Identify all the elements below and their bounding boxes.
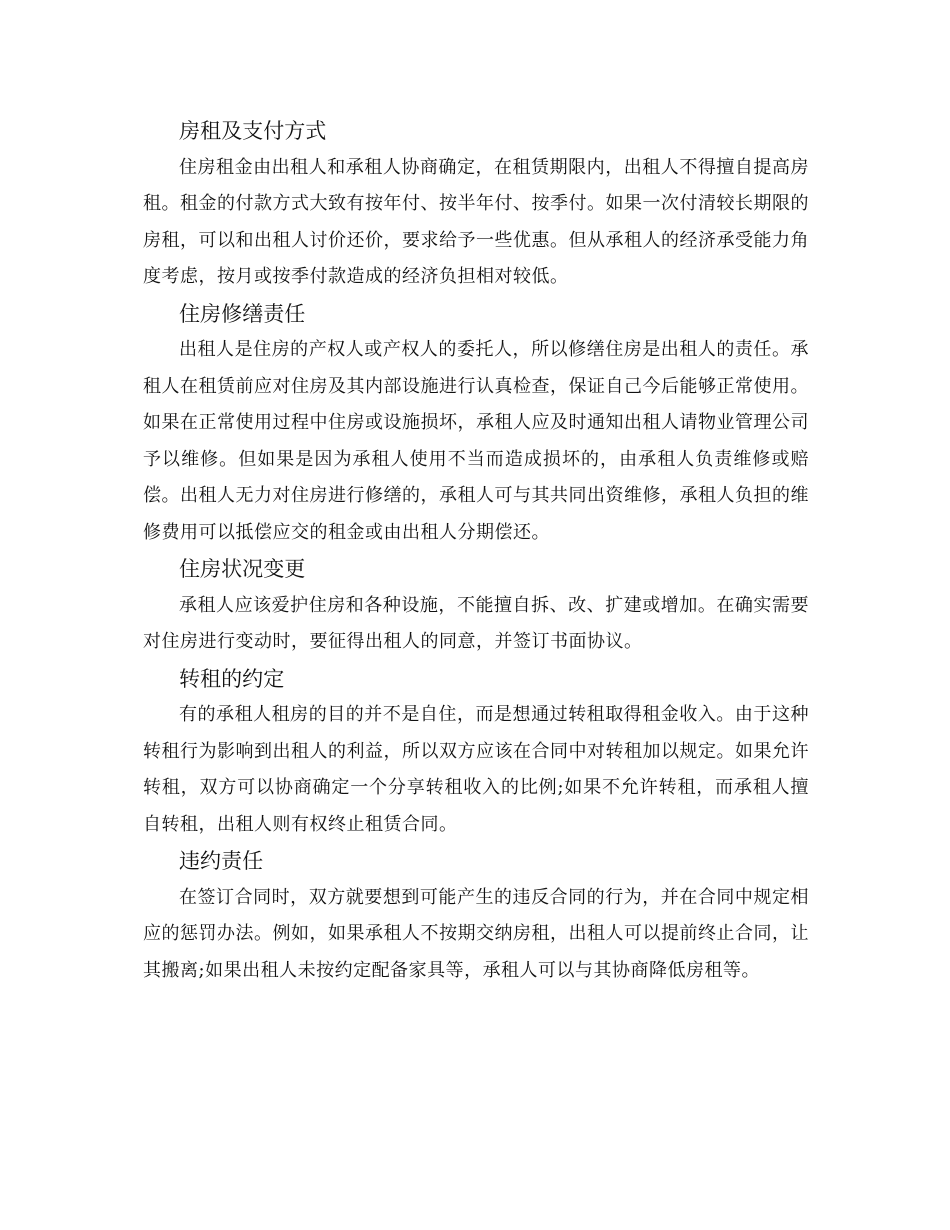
section-body: 出租人是住房的产权人或产权人的委托人，所以修缮住房是出租人的责任。承租人在租赁前应对住房及其内部设施进行认真检查，保证自己今后能够正常使用。如果在正常使用过程中住房或设施损坏，承租人应及时通知出租人请物业管理公司予以维修。但如果是因为承租人使用不当而造成损坏的，由承租人负责维修或赔偿。出租人无力对住房进行修缮的，承租人可与其共同出资维修，承租人负担的维修费用可以抵偿应交的租金或由出租人分期偿还。 [143,339,809,543]
section-sublease [143,661,809,844]
section-breach-liability [143,843,809,989]
section-body: 在签订合同时，双方就要想到可能产生的违反合同的行为，并在合同中规定相应的惩罚办法。例如，如果承租人不按期交纳房租，出租人可以提前终止合同，让其搬离;如果出租人未按约定配备家具等，承租人可以与其协商降低房租等。 [143,886,809,981]
section-heading: 转租的约定 [179,665,285,691]
section-heading: 违约责任 [179,848,264,873]
section-rent-payment [143,113,809,296]
section-body: 有的承租人租房的目的并不是自住，而是想通过转租取得租金收入。由于这种转租行为影响到出租人的利益，所以双方应该在合同中对转租加以规定。如果允许转租，双方可以协商确定一个分享转租收入的比例;如果不允许转租，而承租人擅自转租，出租人则有权终止租赁合同。 [143,704,809,835]
section-body: 住房租金由出租人和承租人协商确定，在租赁期限内，出租人不得擅自提高房租。租金的付款方式大致有按年付、按半年付、按季付。如果一次付清较长期限的房租，可以和出租人讨价还价，要求给予一些优惠。但从承租人的经济承受能力角度考虑，按月或按季付款造成的经济负担相对较低。 [143,156,809,287]
section-body: 承租人应该爱护住房和各种设施，不能擅自拆、改、扩建或增加。在确实需要对住房进行变动时，要征得出租人的同意，并签订书面协议。 [143,594,809,652]
section-heading: 房租及支付方式 [179,118,327,143]
section-repair-responsibility [143,296,809,552]
section-heading: 住房状况变更 [179,556,306,581]
section-heading: 住房修缮责任 [179,300,306,326]
document-page [143,113,809,989]
section-housing-change [143,551,809,661]
